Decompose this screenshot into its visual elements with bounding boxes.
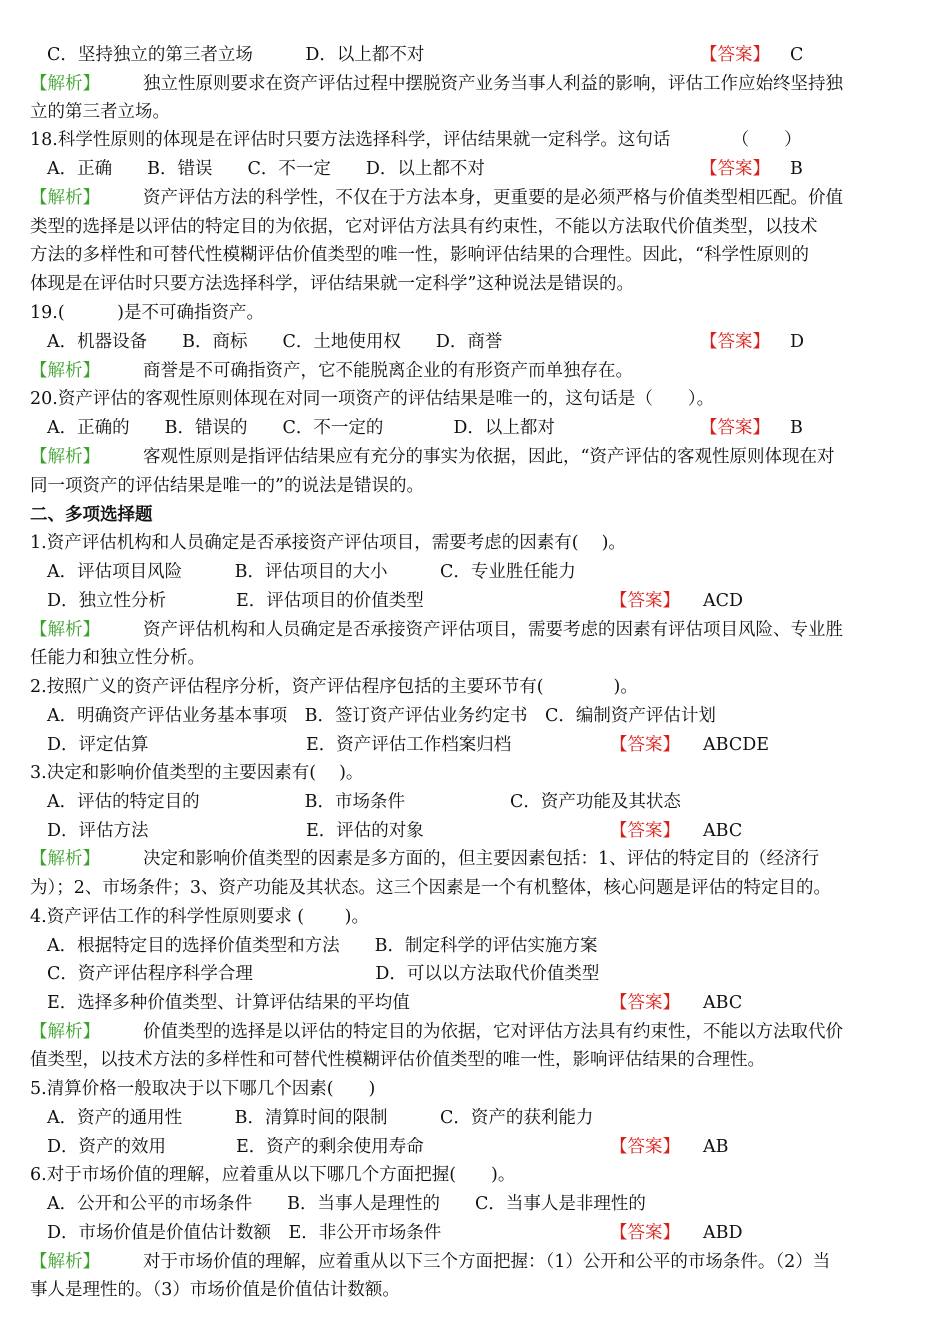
m6-analysis-line-2: 事人是理性的。（3）市场价值是价值估计数额。 xyxy=(30,1280,400,1300)
answer-label: 【答案】 xyxy=(700,418,770,438)
q17-answer: C xyxy=(790,45,804,65)
m3-analysis-line-2: 为）；2、市场条件；3、资产功能及其状态。这三个因素是一个有机整体，核心问题是评估的特定目的。 xyxy=(30,878,832,898)
m6-options-1: A．公开和公平的市场条件 B．当事人是理性的 C．当事人是非理性的 xyxy=(47,1194,646,1214)
m5-answer: AB xyxy=(703,1137,729,1157)
m5-options-2: D．资产的效用 E．资产的剩余使用寿命 xyxy=(47,1137,424,1157)
q19-analysis-line-1: 商誉是不可确指资产，它不能脱离企业的有形资产而单独存在。 xyxy=(143,361,633,381)
answer-label: 【答案】 xyxy=(610,735,680,755)
m1-options-2: D．独立性分析 E．评估项目的价值类型 xyxy=(47,591,424,611)
analysis-label: 【解析】 xyxy=(30,361,100,381)
m1-analysis-line-2: 任能力和独立性分析。 xyxy=(30,648,205,668)
analysis-label: 【解析】 xyxy=(30,1022,100,1042)
answer-label: 【答案】 xyxy=(700,159,770,179)
q20-answer: B xyxy=(790,418,803,438)
m6-stem: 6.对于市场价值的理解，应着重从以下哪几个方面把握( )。 xyxy=(30,1165,516,1185)
q17-analysis-line-1: 独立性原则要求在资产评估过程中摆脱资产业务当事人利益的影响，评估工作应始终坚持独 xyxy=(143,74,843,94)
q18-analysis-line-3: 方法的多样性和可替代性模糊评估价值类型的唯一性，影响评估结果的合理性。因此，“科学性原则的 xyxy=(30,245,809,265)
m3-analysis-line-1: 决定和影响价值类型的因素是多方面的，但主要因素包括：1、评估的特定目的（经济行 xyxy=(143,849,820,869)
analysis-label: 【解析】 xyxy=(30,447,100,467)
m4-answer: ABC xyxy=(703,993,743,1013)
q19-answer: D xyxy=(790,332,805,352)
m3-answer: ABC xyxy=(703,821,743,841)
m6-analysis-line-1: 对于市场价值的理解，应着重从以下三个方面把握：（1）公开和公平的市场条件。（2）当 xyxy=(143,1252,831,1272)
m3-options-1: A．评估的特定目的 B．市场条件 C．资产功能及其状态 xyxy=(47,792,681,812)
analysis-label: 【解析】 xyxy=(30,188,100,208)
q18-analysis-line-1: 资产评估方法的科学性，不仅在于方法本身，更重要的是必须严格与价值类型相匹配。价值 xyxy=(143,188,843,208)
m1-answer: ACD xyxy=(703,591,744,611)
m3-options-2: D．评估方法 E．评估的对象 xyxy=(47,821,424,841)
analysis-label: 【解析】 xyxy=(30,1252,100,1272)
m4-options-3: E．选择多种价值类型、计算评估结果的平均值 xyxy=(47,993,410,1013)
answer-label: 【答案】 xyxy=(610,1137,680,1157)
q18-analysis-line-2: 类型的选择是以评估的特定目的为依据，它对评估方法具有约束性，不能以方法取代价值类型，以技术 xyxy=(30,217,818,237)
m5-options-1: A．资产的通用性 B．清算时间的限制 C．资产的获利能力 xyxy=(47,1108,594,1128)
q18-answer: B xyxy=(790,159,803,179)
m6-options-2: D．市场价值是价值估计数额 E．非公开市场条件 xyxy=(47,1223,442,1243)
q18-options: A．正确 B．错误 C．不一定 D．以上都不对 xyxy=(47,159,485,179)
m5-stem: 5.清算价格一般取决于以下哪几个因素( ) xyxy=(30,1079,376,1099)
section-title: 二、多项选择题 xyxy=(30,505,153,525)
m4-analysis-line-1: 价值类型的选择是以评估的特定目的为依据，它对评估方法具有约束性，不能以方法取代价 xyxy=(143,1022,843,1042)
q20-analysis-line-2: 同一项资产的评估结果是唯一的”的说法是错误的。 xyxy=(30,476,424,496)
analysis-label: 【解析】 xyxy=(30,620,100,640)
q20-options: A．正确的 B．错误的 C．不一定的 D．以上都对 xyxy=(47,418,555,438)
m4-stem: 4.资产评估工作的科学性原则要求 ( )。 xyxy=(30,907,369,927)
m2-stem: 2.按照广义的资产评估程序分析，资产评估程序包括的主要环节有( )。 xyxy=(30,677,638,697)
m1-analysis-line-1: 资产评估机构和人员确定是否承接资产评估项目，需要考虑的因素有评估项目风险、专业胜 xyxy=(143,620,843,640)
answer-label: 【答案】 xyxy=(610,821,680,841)
q20-stem: 20.资产评估的客观性原则体现在对同一项资产的评估结果是唯一的，这句话是（ ）。 xyxy=(30,389,715,409)
answer-label: 【答案】 xyxy=(700,332,770,352)
q19-stem: 19.( )是不可确指资产。 xyxy=(30,303,264,323)
q20-analysis-line-1: 客观性原则是指评估结果应有充分的事实为依据，因此，“资产评估的客观性原则体现在对 xyxy=(143,447,835,467)
m1-options-1: A．评估项目风险 B．评估项目的大小 C．专业胜任能力 xyxy=(47,562,576,582)
analysis-label: 【解析】 xyxy=(30,849,100,869)
m2-options-2: D．评定估算 E．资产评估工作档案归档 xyxy=(47,735,512,755)
answer-label: 【答案】 xyxy=(610,993,680,1013)
q18-analysis-line-4: 体现是在评估时只要方法选择科学，评估结果就一定科学”这种说法是错误的。 xyxy=(30,274,634,294)
m2-options-1: A．明确资产评估业务基本事项 B．签订资产评估业务约定书 C．编制资产评估计划 xyxy=(47,706,716,726)
answer-label: 【答案】 xyxy=(610,591,680,611)
m4-analysis-line-2: 值类型，以技术方法的多样性和可替代性模糊评估价值类型的唯一性，影响评估结果的合理性。 xyxy=(30,1050,765,1070)
m1-stem: 1.资产评估机构和人员确定是否承接资产评估项目，需要考虑的因素有( )。 xyxy=(30,533,626,553)
q17-options: C．坚持独立的第三者立场 D．以上都不对 xyxy=(47,45,425,65)
answer-label: 【答案】 xyxy=(610,1223,680,1243)
m4-options-2: C．资产评估程序科学合理 D．可以以方法取代价值类型 xyxy=(47,964,600,984)
q17-analysis-line-2: 立的第三者立场。 xyxy=(30,102,170,122)
m3-stem: 3.决定和影响价值类型的主要因素有( )。 xyxy=(30,763,364,783)
q19-options: A．机器设备 B．商标 C．土地使用权 D．商誉 xyxy=(47,332,503,352)
m2-answer: ABCDE xyxy=(703,735,770,755)
m6-answer: ABD xyxy=(703,1223,743,1243)
analysis-label: 【解析】 xyxy=(30,74,100,94)
q18-stem: 18.科学性原则的体现是在评估时只要方法选择科学，评估结果就一定科学。这句话 （ ） xyxy=(30,130,802,150)
answer-label: 【答案】 xyxy=(700,45,770,65)
m4-options-1: A．根据特定目的选择价值类型和方法 B．制定科学的评估实施方案 xyxy=(47,936,598,956)
